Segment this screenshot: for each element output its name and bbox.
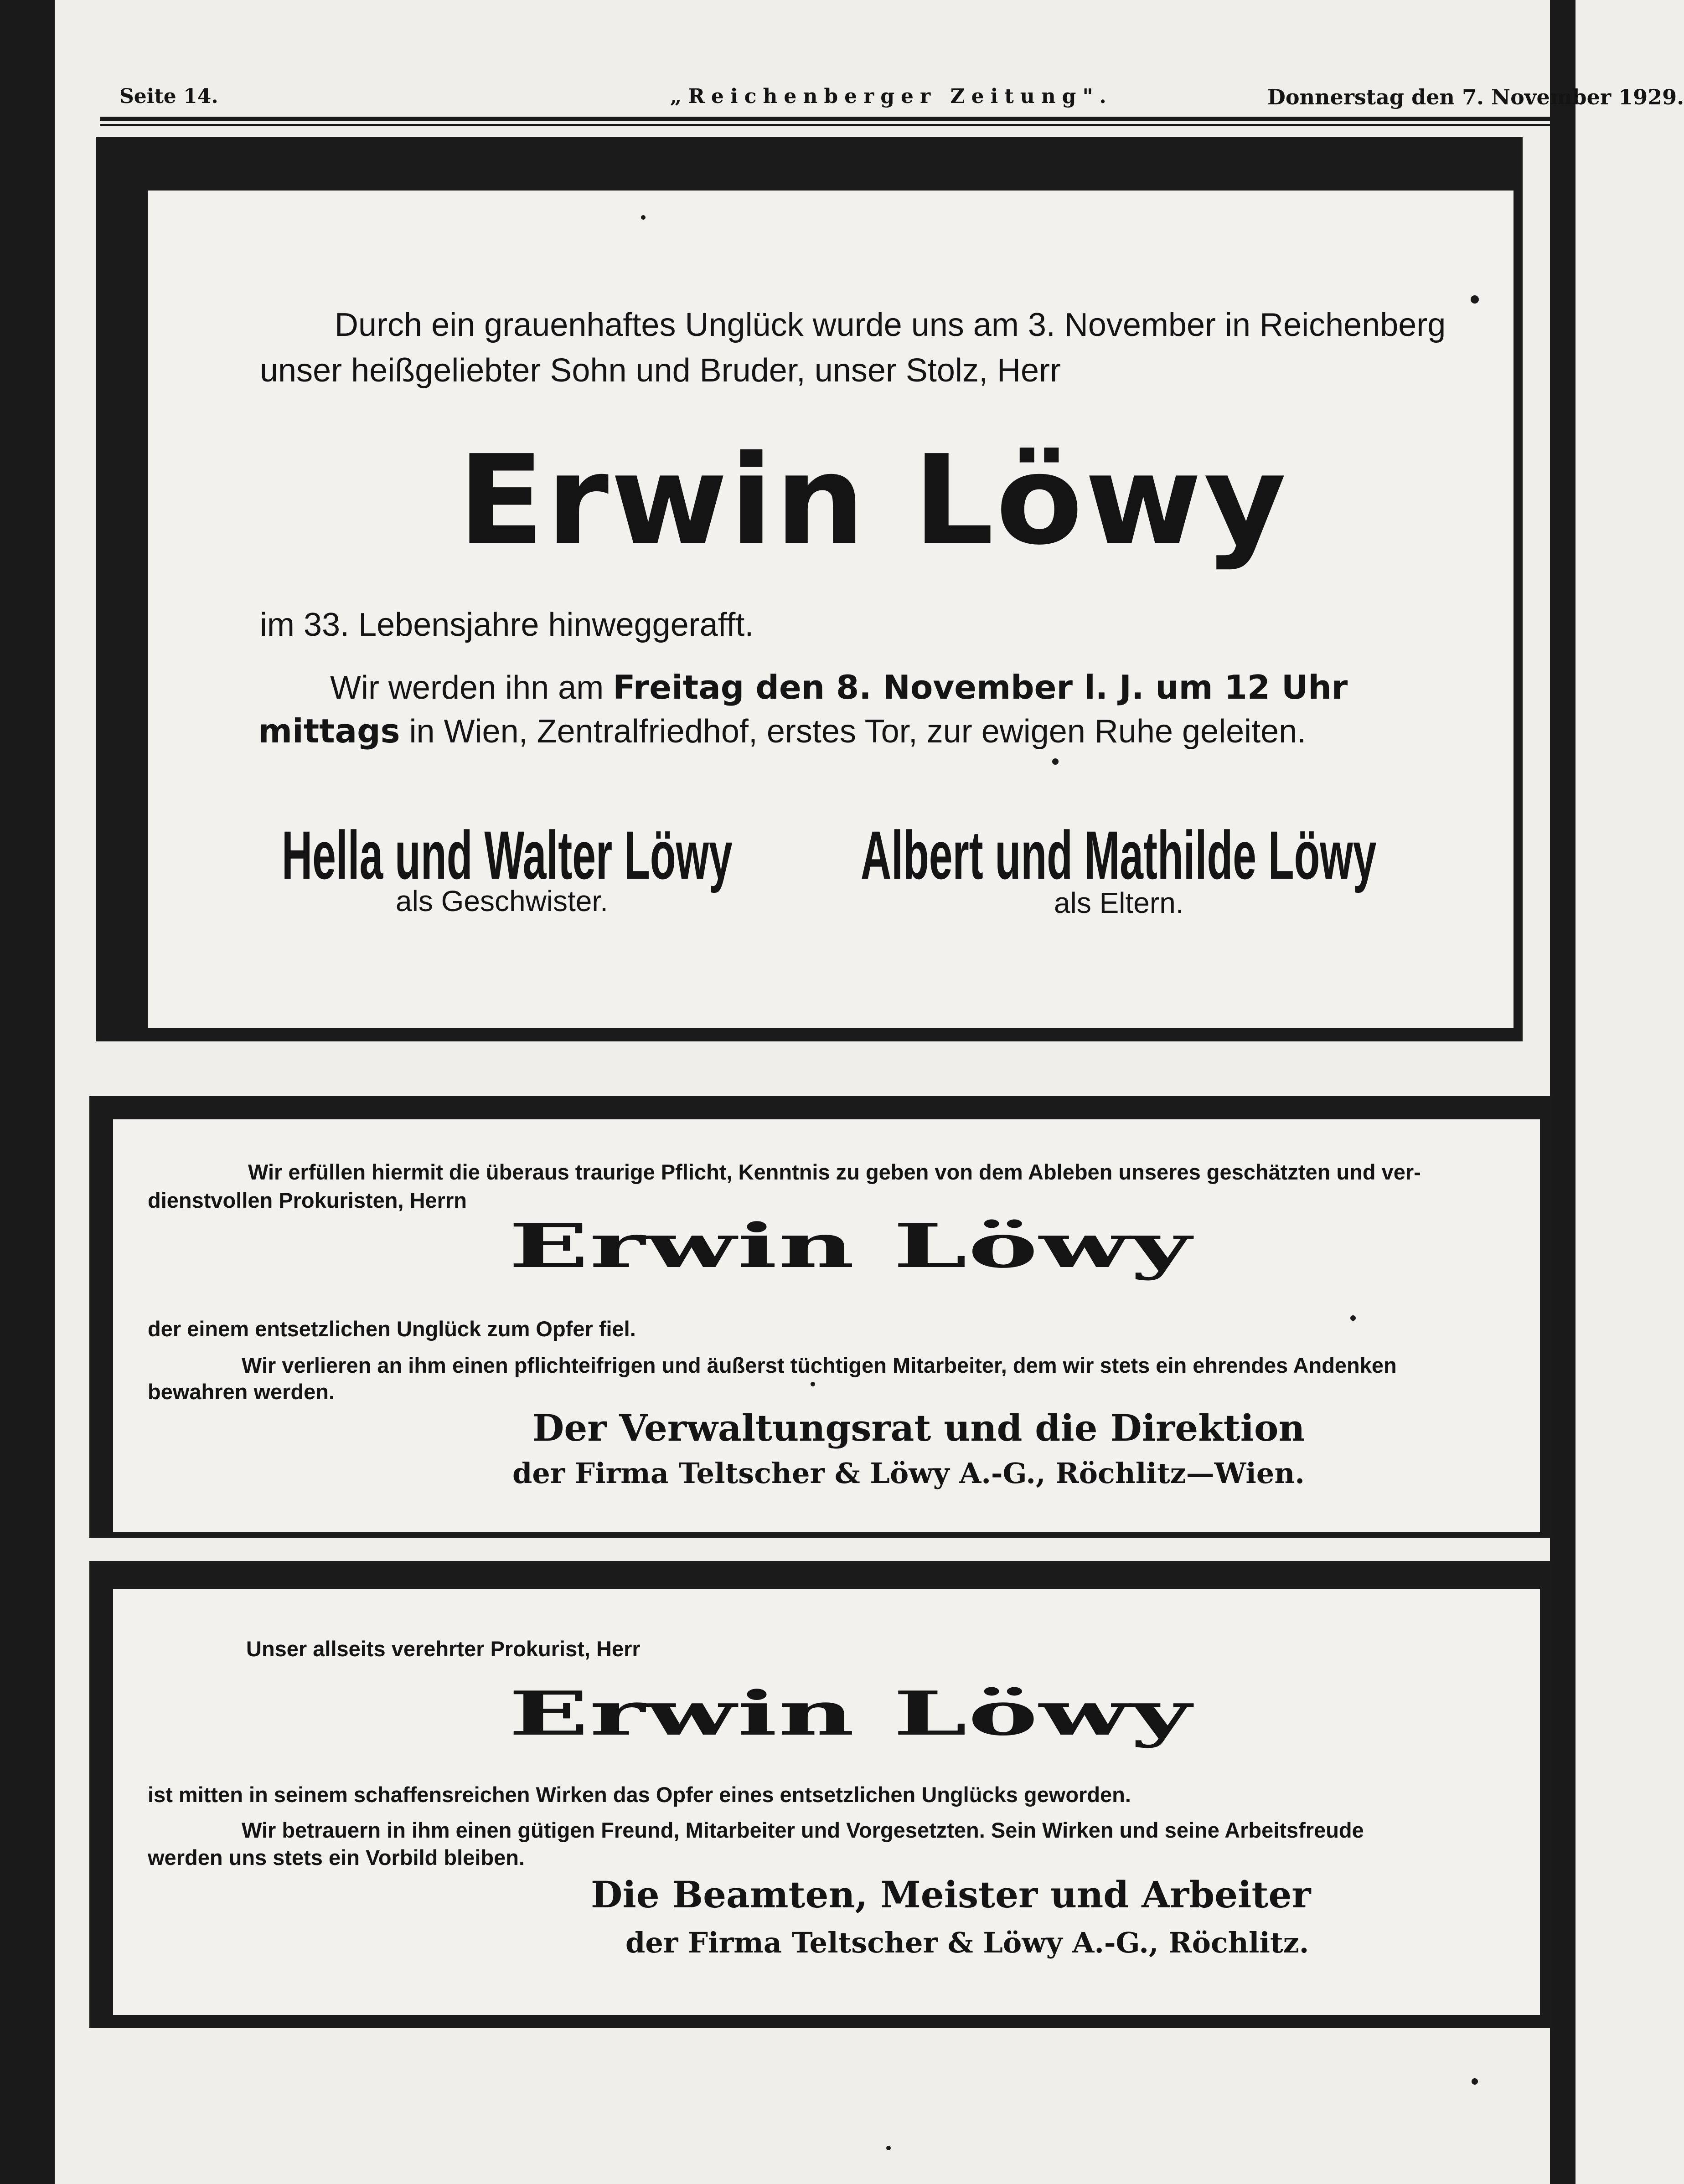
- notice-2-signer: Der Verwaltungsrat und die Direktion: [532, 1406, 1305, 1449]
- signer-parents-role: als Eltern.: [1054, 886, 1184, 919]
- notice-2-signer-company: der Firma Teltscher & Löwy A.-G., Röchlitz—Wien.: [512, 1457, 1305, 1490]
- notice-3-text-line: Wir betrauern in ihm einen gütigen Freund, Mitarbeiter und Vorgesetzten. Sein Wirken und seine Arbeitsfreude: [242, 1818, 1364, 1842]
- funeral-date: Freitag den 8. November l. J. um 12 Uhr: [613, 668, 1348, 706]
- notice-3-text-line: werden uns stets ein Vorbild bleiben.: [148, 1845, 525, 1870]
- issue-date: Donnerstag den 7. November 1929.: [1267, 85, 1684, 109]
- signer-parents: Albert und Mathilde Löwy: [861, 817, 1377, 893]
- notice-1-text-line: Durch ein grauenhaftes Unglück wurde uns am 3. November in Reichenberg: [335, 307, 1446, 343]
- funeral-line-prefix: Wir werden ihn am: [330, 670, 613, 706]
- newspaper-title: „Reichenberger Zeitung".: [670, 85, 1113, 108]
- notice-3-text-line: ist mitten in seinem schaffensreichen Wirken das Opfer eines entsetzlichen Unglücks geworden.: [148, 1782, 1131, 1807]
- notice-3-deceased-name: Erwin Löwy: [509, 1678, 1193, 1749]
- signer-siblings-role: als Geschwister.: [396, 885, 608, 917]
- notice-1-text-line: unser heißgeliebter Sohn und Bruder, unser Stolz, Herr: [260, 352, 1061, 389]
- signer-siblings: Hella und Walter Löwy: [282, 817, 733, 893]
- notice-1-funeral-line: [330, 668, 1348, 706]
- print-speck: [1471, 295, 1479, 304]
- notice-2-text-line: der einem entsetzlichen Unglück zum Opfer fiel.: [148, 1317, 636, 1341]
- notice-3-text-line: Unser allseits verehrter Prokurist, Herr: [246, 1637, 641, 1661]
- notice-1-deceased-name: Erwin Löwy: [458, 428, 1288, 572]
- funeral-place: in Wien, Zentralfriedhof, erstes Tor, zur ewigen Ruhe geleiten.: [400, 713, 1307, 750]
- notice-1-funeral-line: [258, 712, 1306, 750]
- header-rule: [100, 117, 1559, 121]
- notice-2-deceased-name: Erwin Löwy: [509, 1210, 1193, 1282]
- notice-2-text-line: Wir verlieren an ihm einen pflichteifrigen und äußerst tüchtigen Mitarbeiter, dem wir stets ein ehrendes Andenken: [242, 1353, 1397, 1377]
- print-speck: [1472, 2078, 1478, 2085]
- print-speck: [1052, 758, 1059, 765]
- notice-2-text-line: dienstvollen Prokuristen, Herrn: [148, 1188, 467, 1212]
- print-speck: [1350, 1315, 1356, 1321]
- notice-2-text-line: Wir erfüllen hiermit die überaus traurige Pflicht, Kenntnis zu geben von dem Ableben unseres geschätzten und ver-: [248, 1160, 1421, 1184]
- notice-2-text-line: bewahren werden.: [148, 1380, 335, 1404]
- funeral-time: mittags: [258, 712, 400, 750]
- header-rule-thin: [100, 124, 1559, 126]
- page-number: Seite 14.: [119, 85, 218, 108]
- notice-3-signer-company: der Firma Teltscher & Löwy A.-G., Röchlitz.: [625, 1926, 1309, 1959]
- notice-3-signer: Die Beamten, Meister und Arbeiter: [591, 1873, 1311, 1916]
- right-page-edge: [1550, 0, 1576, 2184]
- left-page-edge: [0, 0, 55, 2184]
- notice-1-text-line: im 33. Lebensjahre hinweggerafft.: [260, 607, 754, 643]
- print-speck: [641, 215, 646, 220]
- print-speck: [886, 2146, 891, 2150]
- print-speck: [811, 1382, 815, 1386]
